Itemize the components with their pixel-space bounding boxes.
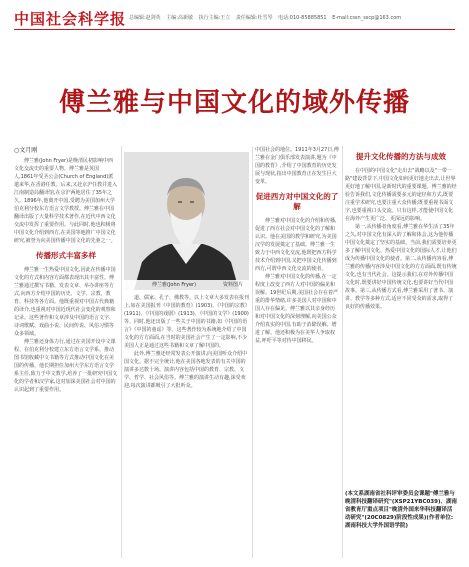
masthead-executive-editor: 执行主编:王立 <box>198 15 231 21</box>
section-heading: 传播形式丰富多样 <box>36 251 96 260</box>
photo-caption-name: 傅兰雅(John Fryer) <box>152 282 197 288</box>
paragraph: 傅兰雅(John Fryer)是晚清民初影响中西文化交流史的重要人物。傅兰雅是英国人,1861年受圣公会(Church of England)派遣来华,在香港任教。后来,又赴京沪任教并进入江南制造局翻译馆,在京沪两地居住了35年之久。1896年,他离开中国,受聘为美国加州大学伯克利分校东方语言文学教授。傅兰雅在中国翻译出版了大量科学技术著作,在近代中西文化交流中发挥了重要作用。与此同时,他也积极将中国文化介绍到西方,在美国等地推广中国文化研究,被誉为向美国传播中国文化的先驱之一。 <box>14 158 118 244</box>
masthead <box>14 8 455 34</box>
column-divider <box>121 146 122 558</box>
masthead-phone: 电话:010-85885851 <box>278 15 327 21</box>
portrait-illustration <box>124 152 249 290</box>
paragraph: 傅兰雅对中国文化的介绍和传播,促进了西方社会对中国文化的了解和认识。他在美国的教学和研究,为美国汉学的发展奠定了基础。傅兰雅一生致力于中西文化交流,他既把西方科学技术介绍到中国,又把中国文化传播到西方,可谓中西文化交流的使者。 <box>255 218 337 272</box>
byline: ○文月刚 <box>14 147 38 154</box>
masthead-responsible-editor: 责任编辑:杜雪琴 <box>235 15 273 21</box>
paragraph: 此外,傅兰雅还经常发表公开演讲,向美国听众介绍中国文化。据不完全统计,他在美国各地发表的有关中国的演讲多达数十场。演讲内容包括中国的教育、宗教、文学、哲学、社会风俗等。傅兰雅的演讲生动有趣,深受欢迎,每次演讲都吸引了大批听众。 <box>124 351 248 389</box>
column-divider <box>252 146 253 558</box>
newspaper-title: 中国社会科学报 <box>14 10 127 28</box>
paragraph: 傅兰雅对中国文化的传播,在一定程度上改变了西方人对中国的偏见和误解。19世纪后期,美国社会存在着严重的排华情绪,许多美国人对中国和中国人存在偏见。傅兰雅以其亲身经历和对中国文化的深刻理解,向美国公众介绍真实的中国,有助于消除误解、增进了解。他还积极为在美华人争取权益,呼吁平等对待中国移民。 <box>255 274 338 344</box>
paragraph: 中国社会的地位。1911年3月27日,傅兰雅在金门俱乐部发表演讲,题为《中国的教育》,介绍了中国教育的历史发展与现状,指出中国教育正在发生巨大变革。 <box>255 147 339 185</box>
column-divider <box>342 146 343 558</box>
masthead-email: E-mail:cssn_sscp@163.com <box>332 15 402 21</box>
portrait-photo <box>124 152 249 290</box>
paragraph: 第一,从传播者角度看,傅兰雅在华生活了35年之久,对中国文化有深入的了解和体会,这为他传播中国文化奠定了坚实的基础。当前,我们需要培养更多了解中国文化、热爱中国文化的国际人才,让他们成为传播中国文化的使者。第二,从传播内容看,傅兰雅的传播内容涉及中国文化的方方面面,既有传统文化,也有当代社会。这提示我们,在对外传播中国文化时,既要讲好中国传统文化,也要讲好当代中国故事。第三,从传播方式看,傅兰雅采用了著书、演讲、教学等多种方式,适应不同受众的需求,取得了良好的传播效果。 <box>345 224 457 310</box>
column-3 <box>255 146 339 558</box>
section-heading: 促进西方对中国文化的了解 <box>255 192 339 211</box>
column-2 <box>124 294 249 558</box>
section-heading: 提升文化传播的方法与成效 <box>356 152 446 161</box>
masthead-editor-in-chief: 总编辑:赵剑英 <box>129 15 161 21</box>
column-1 <box>14 146 118 558</box>
paragraph: 傅兰雅一生热爱中国文化,因此在传播中国文化的方式和内容方面都表现出其丰富性。傅兰雅通过撰写书籍、发表文章、举办讲座等方式,向西方介绍中国的历史、文学、宗教、教育、科技等各方面。他既重视对中国古代典籍的译介,也重视对中国近现代社会变化的观察和记录。这些著作和文章涉及中国的语言文字、诗词歌赋、戏曲小说、民间传说、风俗习惯等众多领域。 <box>14 267 116 337</box>
paragraph: 在中国的中国文化"走出去"战略以及"一带一路"建设背景下,中国文化如何更好地走出去,让世界更好地了解中国,是新时代的重要课题。傅兰雅的经验告诉我们,文化传播需要多元的途径和方式,既要注重学术研究,也要注重大众传播;既要重视书面文字,也要重视口头交流。只有这样,才能使中国文化在海外产生更广泛、更深远的影响。 <box>345 168 457 222</box>
masthead-chief-editor: 主编:高新敏 <box>166 15 193 21</box>
masthead-info <box>129 14 405 21</box>
paragraph: 傅兰雅还身体力行,通过在美国开设中文课程、在伯克利分校建立东方语言文学系、推动图书馆收藏中文书籍等方式推动中国文化在美国的传播。他长期担任加州大学东方语言文学系主任,致力于中文教学,培养了一批研究中国文化的学者和汉学家,这对加深美国社会对中国的认识起到了重要作用。 <box>14 339 118 393</box>
masthead-divider <box>14 29 455 30</box>
photo-caption-source: 资料图片 <box>222 282 243 288</box>
paragraph: 道、儒家、孔子、佛教等。以上文章大多发表在报刊上,如在美国报刊《中国的教育》(1903)、《中国的宗教》(1911)、《中国的戏剧》(1913)、《中国的文学》(1900)等。同时,他还出版了一些关于中国的书籍,如《中国的语言》《中国的童谣》等。这些著作较为系统地介绍了中国文化的方方面面,在当时的美国社会产生了一定影响,不少美国人正是通过这些书籍和文章了解中国的。 <box>124 295 249 349</box>
column-4 <box>345 146 457 486</box>
article-headline: 傅兰雅与中国文化的域外传播 <box>58 88 410 118</box>
photo-caption <box>124 280 249 290</box>
funding-note: (本文系湖南省社科评审委员会课题"傅兰雅与晚清科技翻译研究"(XSP21YBC039)、湖南省教育厅重点项目"晚清外国来华科技翻译活动研究"(20C0829)阶段性成果)(作者单位:湖南科技大学外国语学院) <box>345 491 457 529</box>
